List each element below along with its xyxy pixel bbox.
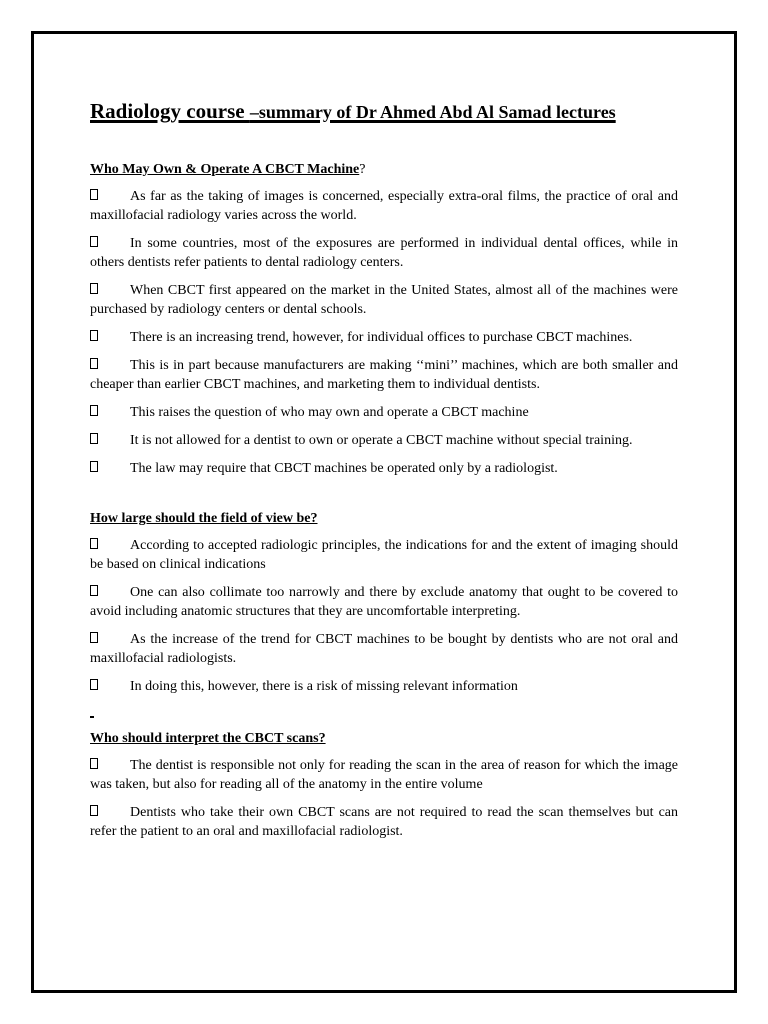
list-item-text: As the increase of the trend for CBCT machines to be bought by dentists who are not oral and maxillofacial radiologists. (90, 632, 678, 666)
list-item-text: There is an increasing trend, however, for individual offices to purchase CBCT machines. (130, 330, 633, 345)
section-own-operate (90, 161, 678, 478)
document-title (90, 94, 678, 125)
section-spacer (90, 487, 678, 510)
list-item-text: The dentist is responsible not only for reading the scan in the area of reason for which the image was taken, but also for reading all of the anatomy in the entire volume (90, 758, 678, 792)
list-item-text: This is in part because manufacturers are making ‘‘mini’’ machines, which are both smaller and cheaper than earlier CBCT machines, and marketing them to individual dentists. (90, 358, 678, 392)
section-interpret-scans (90, 730, 678, 841)
list-item (90, 234, 678, 272)
bullet-box-icon (90, 758, 98, 769)
section-heading (90, 730, 678, 748)
bullet-box-icon (90, 585, 98, 596)
list-item (90, 583, 678, 621)
section-heading (90, 510, 678, 528)
bullet-box-icon (90, 405, 98, 416)
list-item (90, 328, 678, 347)
list-item (90, 677, 678, 696)
list-item (90, 803, 678, 841)
list-item (90, 356, 678, 394)
bullet-box-icon (90, 330, 98, 341)
list-item-text: In some countries, most of the exposures are performed in individual dental offices, while in others dentists refer patients to dental radiology centers. (90, 236, 678, 270)
section-field-of-view (90, 510, 678, 696)
list-item-text: It is not allowed for a dentist to own or operate a CBCT machine without special training. (130, 433, 633, 448)
bullet-box-icon (90, 433, 98, 444)
list-item (90, 459, 678, 478)
bullet-box-icon (90, 189, 98, 200)
section-heading-suffix: ? (359, 162, 366, 177)
bullet-box-icon (90, 461, 98, 472)
list-item-text: This raises the question of who may own and operate a CBCT machine (130, 405, 529, 420)
list-item-text: Dentists who take their own CBCT scans are not required to read the scan themselves but can refer the patient to an oral and maxillofacial radiologist. (90, 805, 678, 839)
list-item (90, 630, 678, 668)
title-sub: –summary of Dr Ahmed Abd Al Samad lectures (249, 102, 616, 122)
list-item (90, 756, 678, 794)
bullet-box-icon (90, 538, 98, 549)
list-item-text: When CBCT first appeared on the market in the United States, almost all of the machines were purchased by radiology centers or dental schools. (90, 283, 678, 317)
list-item (90, 431, 678, 450)
dash-mark (90, 710, 678, 722)
list-item-text: The law may require that CBCT machines be operated only by a radiologist. (130, 461, 558, 476)
list-item-text: One can also collimate too narrowly and there by exclude anatomy that ought to be covered to avoid including anatomic structures that they are uncomfortable interpreting. (90, 585, 678, 619)
document-body (90, 94, 678, 850)
bullet-box-icon (90, 236, 98, 247)
list-item (90, 536, 678, 574)
section-heading (90, 161, 678, 179)
bullet-box-icon (90, 632, 98, 643)
section-heading-text: How large should the field of view be? (90, 511, 318, 526)
list-item-text: According to accepted radiologic principles, the indications for and the extent of imaging should be based on clinical indications (90, 538, 678, 572)
title-main: Radiology course (90, 99, 250, 123)
bullet-box-icon (90, 679, 98, 690)
list-item (90, 187, 678, 225)
bullet-box-icon (90, 358, 98, 369)
section-heading-text: Who May Own & Operate A CBCT Machine (90, 162, 360, 177)
list-item-text: As far as the taking of images is concerned, especially extra-oral films, the practice of oral and maxillofacial radiology varies across the world. (90, 189, 678, 223)
bullet-box-icon (90, 283, 98, 294)
section-heading-text: Who should interpret the CBCT scans? (90, 731, 326, 746)
bullet-box-icon (90, 805, 98, 816)
list-item-text: In doing this, however, there is a risk of missing relevant information (130, 679, 518, 694)
list-item (90, 281, 678, 319)
list-item (90, 403, 678, 422)
